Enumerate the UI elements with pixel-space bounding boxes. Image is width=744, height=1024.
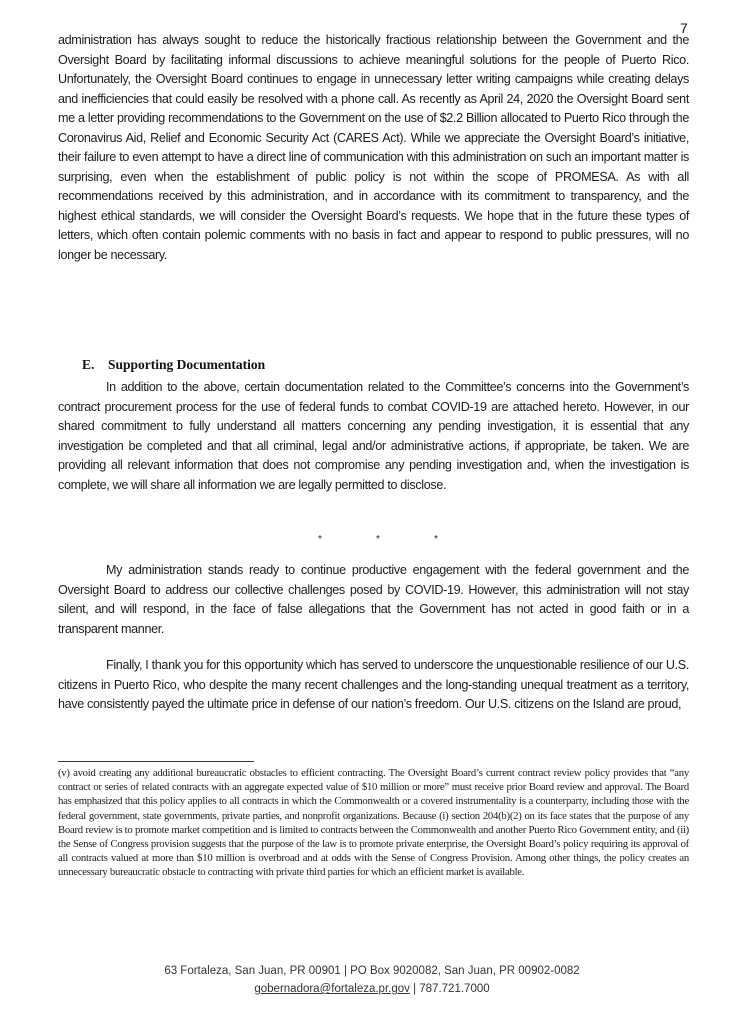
separator-dot: * <box>434 534 438 545</box>
paragraph-closing: Finally, I thank you for this opportunity which has served to underscore the unquestionable resilience of our U.S. citizens in Puerto Rico, who despite the many recent challenges and the long-standing unequal treatment as a territory, have consistently payed the ultimate price in defense of our nation’s freedom. Our U.S. citizens on the Island are proud, <box>58 658 689 711</box>
footer-address: 63 Fortaleza, San Juan, PR 00901 | PO Box 9020082, San Juan, PR 00902-0082 <box>164 965 580 977</box>
section-title: Supporting Documentation <box>108 357 266 372</box>
footnote-text: (v) avoid creating any additional bureaucratic obstacles to efficient contracting. The Oversight Board’s current contract review policy provides that “any contract or series of related contracts with an aggregate expected value of $10 million or more” must receive prior Board review and approval. The Board has emphasized that this policy applies to all contracts in which the Commonwealth or a covered instrumentality is a counterparty, including those with the federal government, state governments, private parties, and nonprofit organizations. Because (i) section 204(b)(2) on its face states that the purpose of any Board review is to promote market competition and is limited to contracts between the Commonwealth and another Puerto Rico Government entity, and (ii) the Sense of Congress provision suggests that the purpose of the law is to promote private enterprise, the Oversight Board’s policy requiring its approval of all contracts valued at more than $10 million is overbroad and at odds with the Sense of Congress Provision. Among other things, the policy creates an unnecessary bureaucratic obstacle to contracting with private third parties for which an efficient market is available. <box>58 767 689 879</box>
footer-contact <box>0 980 744 998</box>
footer-phone: 787.721.7000 <box>419 983 490 995</box>
page-number: 7 <box>680 20 688 36</box>
email-link[interactable]: gobernadora@fortaleza.pr.gov <box>254 983 410 995</box>
paragraph-supporting-documentation: In addition to the above, certain documentation related to the Committee’s concerns into the Government’s contract procurement process for the use of federal funds to combat COVID-19 are attached hereto. However, in our shared commitment to fully understand all matters concerning any pending investigation, it is essential that any investigation be completed and that all criminal, legal and/or administrative actions, if appropriate, be taken. We are providing all relevant information that does not compromise any pending investigation and, when the investigation is complete, we will share all information we are legally permitted to disclose. <box>58 380 689 492</box>
paragraph-engagement: My administration stands ready to continue productive engagement with the federal government and the Oversight Board to address our collective challenges posed by COVID-19. However, this administration will not stay silent, and will respond, in the face of false allegations that the Government has not acted in good faith or in a transparent manner. <box>58 563 689 636</box>
separator-dot: * <box>376 534 380 545</box>
footnote-divider <box>58 761 254 762</box>
section-heading <box>82 357 265 373</box>
section-letter: E. <box>82 357 95 372</box>
separator-dot: * <box>318 534 322 545</box>
paragraph-cares-act: administration has always sought to reduce the historically fractious relationship between the Government and the Oversight Board by facilitating informal discussions to achieve meaningful solutions for the people of Puerto Rico. Unfortunately, the Oversight Board continues to engage in unnecessary letter writing campaigns while creating delays and inefficiencies that could easily be resolved with a phone call. As recently as April 24, 2020 the Oversight Board sent me a letter providing recommendations to the Government on the use of $2.2 Billion allocated to Puerto Rico through the Coronavirus Aid, Relief and Economic Security Act (CARES Act). While we appreciate the Oversight Board’s initiative, their failure to even attempt to have a direct line of communication with this administration on such an important matter is surprising, even when the establishment of public policy is not within the scope of PROMESA. As with all recommendations received by this administration, and in accordance with its commitment to transparency, and the highest ethical standards, we will consider the Oversight Board’s requests. We hope that in the future these types of letters, which often contain polemic comments with no basis in fact and appear to respond to public pressures, will no longer be necessary. <box>58 33 689 262</box>
contact-separator: | <box>409 983 420 995</box>
letterhead-footer <box>0 962 744 998</box>
section-separator <box>318 534 438 545</box>
